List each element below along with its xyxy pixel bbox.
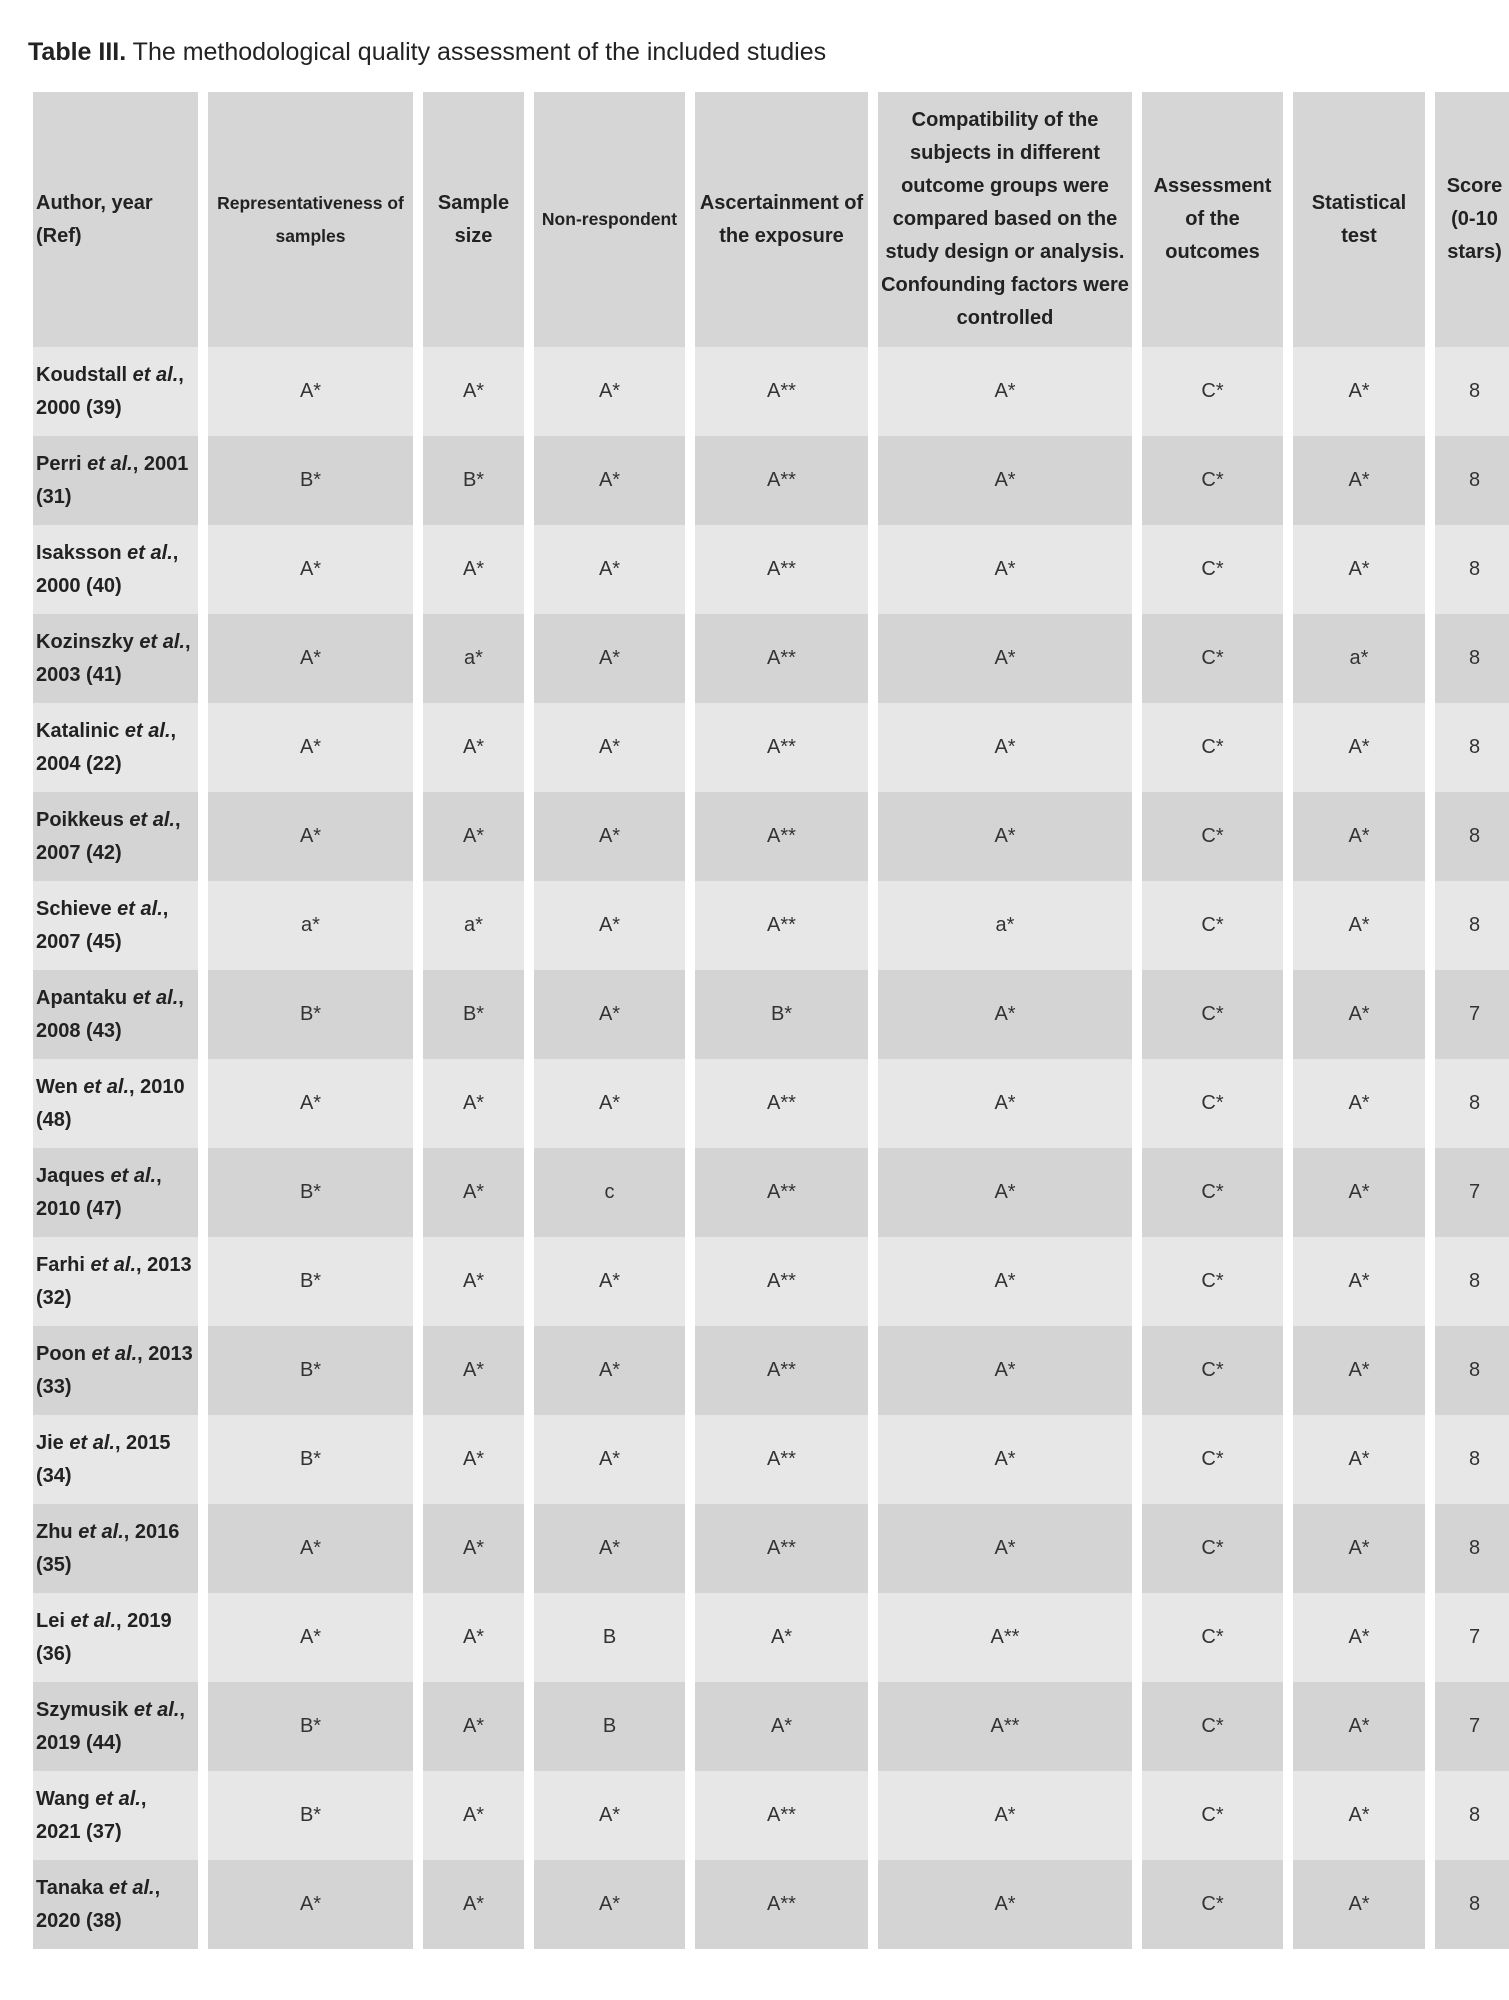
statistical-test-cell: A* — [1293, 1237, 1425, 1326]
sample-size-cell: A* — [423, 1504, 524, 1593]
statistical-test-cell: A* — [1293, 1771, 1425, 1860]
author-pre: Koudstall — [36, 363, 133, 386]
statistical-test-cell: A* — [1293, 881, 1425, 970]
compatibility-cell: A* — [878, 347, 1132, 436]
score-cell: 8 — [1435, 1237, 1509, 1326]
score-cell: 8 — [1435, 1415, 1509, 1504]
ascertainment-cell: A* — [695, 1682, 868, 1771]
author-post: , 2004 (22) — [36, 719, 177, 775]
compatibility-cell: A* — [878, 1860, 1132, 1949]
header-assessment-outcomes: Assessment of the outcomes — [1142, 92, 1283, 347]
author-year-text — [36, 1249, 196, 1315]
representativeness-cell: B* — [208, 1771, 413, 1860]
statistical-test-cell: A* — [1293, 792, 1425, 881]
author-year-text — [36, 715, 196, 781]
representativeness-cell: B* — [208, 1682, 413, 1771]
author-post: , 2010 (47) — [36, 1164, 162, 1220]
author-pre: Katalinic — [36, 719, 125, 742]
assessment-outcomes-cell: C* — [1142, 1148, 1283, 1237]
sample-size-cell: A* — [423, 1326, 524, 1415]
non-respondent-cell: B — [534, 1593, 685, 1682]
compatibility-cell: A* — [878, 1237, 1132, 1326]
non-respondent-cell: A* — [534, 614, 685, 703]
non-respondent-cell: A* — [534, 970, 685, 1059]
representativeness-cell: B* — [208, 1415, 413, 1504]
author-post: , 2013 (33) — [36, 1342, 193, 1398]
ascertainment-cell: A** — [695, 614, 868, 703]
author-etal: et al. — [127, 541, 173, 564]
score-cell: 8 — [1435, 1326, 1509, 1415]
non-respondent-cell: A* — [534, 1059, 685, 1148]
ascertainment-cell: A** — [695, 881, 868, 970]
author-year-cell — [33, 1504, 198, 1593]
representativeness-cell: A* — [208, 1593, 413, 1682]
author-year-text — [36, 893, 196, 959]
author-year-text — [36, 1872, 196, 1938]
author-year-cell — [33, 436, 198, 525]
author-post: , 2019 (36) — [36, 1609, 172, 1665]
author-etal: et al. — [132, 986, 179, 1009]
statistical-test-cell: A* — [1293, 1326, 1425, 1415]
author-pre: Schieve — [36, 897, 118, 920]
ascertainment-cell: A** — [695, 1860, 868, 1949]
compatibility-cell: A* — [878, 1059, 1132, 1148]
author-post: , 2008 (43) — [36, 986, 184, 1042]
author-etal: et al. — [129, 808, 175, 831]
author-post: , 2021 (37) — [36, 1787, 147, 1843]
compatibility-cell: A** — [878, 1682, 1132, 1771]
author-year-cell — [33, 703, 198, 792]
author-year-cell — [33, 614, 198, 703]
sample-size-cell: B* — [423, 436, 524, 525]
author-etal: et al. — [69, 1431, 115, 1454]
author-etal: et al. — [132, 363, 179, 386]
author-post: , 2015 (34) — [36, 1431, 171, 1487]
header-ascertainment: Ascertainment of the exposure — [695, 92, 868, 347]
non-respondent-cell: B — [534, 1682, 685, 1771]
assessment-outcomes-cell: C* — [1142, 1237, 1283, 1326]
score-cell: 7 — [1435, 970, 1509, 1059]
sample-size-cell: A* — [423, 1682, 524, 1771]
non-respondent-cell: A* — [534, 436, 685, 525]
assessment-outcomes-cell: C* — [1142, 1771, 1283, 1860]
compatibility-cell: A* — [878, 1771, 1132, 1860]
compatibility-cell: A* — [878, 970, 1132, 1059]
ascertainment-cell: A** — [695, 1326, 868, 1415]
assessment-outcomes-cell: C* — [1142, 1860, 1283, 1949]
author-year-text — [36, 1516, 196, 1582]
author-post: , 2016 (35) — [36, 1520, 180, 1576]
author-year-cell — [33, 1237, 198, 1326]
non-respondent-cell: A* — [534, 881, 685, 970]
ascertainment-cell: A** — [695, 1771, 868, 1860]
sample-size-cell: a* — [423, 614, 524, 703]
author-pre: Lei — [36, 1609, 71, 1632]
author-pre: Wang — [36, 1787, 96, 1810]
non-respondent-cell: A* — [534, 1237, 685, 1326]
author-pre: Szymusik — [36, 1698, 134, 1721]
table-caption-label: Table III. — [28, 38, 127, 66]
author-year-text — [36, 448, 196, 514]
compatibility-cell: A* — [878, 1504, 1132, 1593]
score-cell: 8 — [1435, 881, 1509, 970]
ascertainment-cell: A** — [695, 525, 868, 614]
author-pre: Tanaka — [36, 1876, 109, 1899]
representativeness-cell: A* — [208, 347, 413, 436]
representativeness-cell: B* — [208, 970, 413, 1059]
ascertainment-cell: A** — [695, 1504, 868, 1593]
statistical-test-cell: A* — [1293, 1682, 1425, 1771]
assessment-outcomes-cell: C* — [1142, 614, 1283, 703]
author-post: , 2007 (42) — [36, 808, 181, 864]
statistical-test-cell: A* — [1293, 1504, 1425, 1593]
header-score: Score (0-10 stars) — [1435, 92, 1509, 347]
ascertainment-cell: A** — [695, 436, 868, 525]
assessment-outcomes-cell: C* — [1142, 1593, 1283, 1682]
header-compatibility: Compatibility of the subjects in different outcome groups were compared based on the study design or analysis. Confounding factors were controlled — [878, 92, 1132, 347]
sample-size-cell: A* — [423, 1059, 524, 1148]
ascertainment-cell: A* — [695, 1593, 868, 1682]
score-cell: 8 — [1435, 1771, 1509, 1860]
author-year-cell — [33, 347, 198, 436]
author-pre: Jie — [36, 1431, 70, 1454]
assessment-outcomes-cell: C* — [1142, 881, 1283, 970]
statistical-test-cell: A* — [1293, 970, 1425, 1059]
compatibility-cell: A** — [878, 1593, 1132, 1682]
author-year-text — [36, 1783, 196, 1849]
author-post: , 2003 (41) — [36, 630, 191, 686]
sample-size-cell: A* — [423, 1148, 524, 1237]
statistical-test-cell: A* — [1293, 436, 1425, 525]
author-pre: Kozinszky — [36, 630, 140, 653]
statistical-test-cell: A* — [1293, 1593, 1425, 1682]
header-author-year: Author, year (Ref) — [33, 92, 198, 347]
author-year-text — [36, 626, 196, 692]
author-year-cell — [33, 1771, 198, 1860]
author-post: , 2000 (39) — [36, 363, 184, 419]
statistical-test-cell: A* — [1293, 1415, 1425, 1504]
representativeness-cell: A* — [208, 525, 413, 614]
non-respondent-cell: A* — [534, 1860, 685, 1949]
author-post: , 2020 (38) — [36, 1876, 161, 1932]
author-etal: et al. — [110, 1164, 157, 1187]
header-representativeness: Representativeness of samples — [208, 92, 413, 347]
non-respondent-cell: A* — [534, 792, 685, 881]
header-sample-size: Sample size — [423, 92, 524, 347]
non-respondent-cell: A* — [534, 1504, 685, 1593]
author-year-text — [36, 1071, 196, 1137]
score-cell: 8 — [1435, 1504, 1509, 1593]
ascertainment-cell: A** — [695, 1237, 868, 1326]
author-pre: Zhu — [36, 1520, 79, 1543]
sample-size-cell: B* — [423, 970, 524, 1059]
score-cell: 7 — [1435, 1682, 1509, 1771]
author-year-text — [36, 1694, 196, 1760]
sample-size-cell: A* — [423, 1415, 524, 1504]
assessment-outcomes-cell: C* — [1142, 1059, 1283, 1148]
ascertainment-cell: B* — [695, 970, 868, 1059]
sample-size-cell: A* — [423, 703, 524, 792]
table-caption — [28, 36, 826, 68]
author-etal: et al. — [109, 1876, 155, 1899]
author-year-cell — [33, 970, 198, 1059]
header-statistical-test: Statistical test — [1293, 92, 1425, 347]
compatibility-cell: A* — [878, 792, 1132, 881]
compatibility-cell: A* — [878, 1326, 1132, 1415]
author-year-cell — [33, 525, 198, 614]
score-cell: 8 — [1435, 792, 1509, 881]
compatibility-cell: A* — [878, 703, 1132, 792]
ascertainment-cell: A** — [695, 703, 868, 792]
compatibility-cell: a* — [878, 881, 1132, 970]
author-year-text — [36, 982, 196, 1048]
score-cell: 7 — [1435, 1148, 1509, 1237]
score-cell: 7 — [1435, 1593, 1509, 1682]
author-pre: Poon — [36, 1342, 92, 1365]
score-cell: 8 — [1435, 436, 1509, 525]
representativeness-cell: A* — [208, 614, 413, 703]
score-cell: 8 — [1435, 1059, 1509, 1148]
author-etal: et al. — [139, 630, 185, 653]
compatibility-cell: A* — [878, 525, 1132, 614]
representativeness-cell: a* — [208, 881, 413, 970]
author-year-text — [36, 1427, 196, 1493]
author-year-cell — [33, 1860, 198, 1949]
assessment-outcomes-cell: C* — [1142, 525, 1283, 614]
assessment-outcomes-cell: C* — [1142, 1326, 1283, 1415]
assessment-outcomes-cell: C* — [1142, 436, 1283, 525]
header-non-respondent: Non-respondent — [534, 92, 685, 347]
author-etal: et al. — [83, 1075, 129, 1098]
author-year-text — [36, 1338, 196, 1404]
author-pre: Apantaku — [36, 986, 133, 1009]
non-respondent-cell: A* — [534, 1326, 685, 1415]
author-etal: et al. — [87, 452, 133, 475]
non-respondent-cell: A* — [534, 525, 685, 614]
author-year-cell — [33, 1415, 198, 1504]
assessment-outcomes-cell: C* — [1142, 1682, 1283, 1771]
assessment-outcomes-cell: C* — [1142, 970, 1283, 1059]
representativeness-cell: A* — [208, 792, 413, 881]
sample-size-cell: A* — [423, 1860, 524, 1949]
score-cell: 8 — [1435, 347, 1509, 436]
non-respondent-cell: A* — [534, 1415, 685, 1504]
sample-size-cell: A* — [423, 1771, 524, 1860]
representativeness-cell: A* — [208, 1059, 413, 1148]
author-pre: Isaksson — [36, 541, 128, 564]
author-pre: Wen — [36, 1075, 84, 1098]
representativeness-cell: B* — [208, 436, 413, 525]
author-post: , 2007 (45) — [36, 897, 169, 953]
quality-assessment-table — [33, 92, 1509, 1949]
author-post: , 2001 (31) — [36, 452, 189, 508]
score-cell: 8 — [1435, 525, 1509, 614]
compatibility-cell: A* — [878, 614, 1132, 703]
author-etal: et al. — [91, 1342, 138, 1365]
score-cell: 8 — [1435, 1860, 1509, 1949]
assessment-outcomes-cell: C* — [1142, 1415, 1283, 1504]
author-pre: Farhi — [36, 1253, 91, 1276]
ascertainment-cell: A** — [695, 792, 868, 881]
author-etal: et al. — [90, 1253, 137, 1276]
representativeness-cell: B* — [208, 1326, 413, 1415]
author-year-text — [36, 804, 196, 870]
sample-size-cell: A* — [423, 347, 524, 436]
author-year-cell — [33, 1148, 198, 1237]
score-cell: 8 — [1435, 614, 1509, 703]
score-cell: 8 — [1435, 703, 1509, 792]
author-year-cell — [33, 1682, 198, 1771]
compatibility-cell: A* — [878, 436, 1132, 525]
author-etal: et al. — [70, 1609, 117, 1632]
author-year-text — [36, 359, 196, 425]
sample-size-cell: A* — [423, 1237, 524, 1326]
author-pre: Poikkeus — [36, 808, 130, 831]
representativeness-cell: A* — [208, 1860, 413, 1949]
assessment-outcomes-cell: C* — [1142, 703, 1283, 792]
representativeness-cell: B* — [208, 1148, 413, 1237]
author-year-text — [36, 1160, 196, 1226]
statistical-test-cell: A* — [1293, 1148, 1425, 1237]
sample-size-cell: A* — [423, 525, 524, 614]
compatibility-cell: A* — [878, 1148, 1132, 1237]
representativeness-cell: B* — [208, 1237, 413, 1326]
author-post: , 2010 (48) — [36, 1075, 185, 1131]
author-year-cell — [33, 1593, 198, 1682]
non-respondent-cell: A* — [534, 1771, 685, 1860]
author-pre: Perri — [36, 452, 88, 475]
ascertainment-cell: A** — [695, 1415, 868, 1504]
author-pre: Jaques — [36, 1164, 111, 1187]
statistical-test-cell: A* — [1293, 703, 1425, 792]
assessment-outcomes-cell: C* — [1142, 347, 1283, 436]
non-respondent-cell: A* — [534, 347, 685, 436]
author-year-cell — [33, 792, 198, 881]
author-year-cell — [33, 1326, 198, 1415]
ascertainment-cell: A** — [695, 347, 868, 436]
author-post: , 2019 (44) — [36, 1698, 185, 1754]
compatibility-cell: A* — [878, 1415, 1132, 1504]
sample-size-cell: A* — [423, 792, 524, 881]
sample-size-cell: A* — [423, 1593, 524, 1682]
ascertainment-cell: A** — [695, 1148, 868, 1237]
table-caption-text: The methodological quality assessment of the included studies — [132, 38, 827, 66]
author-year-cell — [33, 881, 198, 970]
assessment-outcomes-cell: C* — [1142, 792, 1283, 881]
author-etal: et al. — [124, 719, 171, 742]
representativeness-cell: A* — [208, 1504, 413, 1593]
statistical-test-cell: a* — [1293, 614, 1425, 703]
author-etal: et al. — [117, 897, 163, 920]
statistical-test-cell: A* — [1293, 525, 1425, 614]
author-year-text — [36, 1605, 196, 1671]
representativeness-cell: A* — [208, 703, 413, 792]
assessment-outcomes-cell: C* — [1142, 1504, 1283, 1593]
ascertainment-cell: A** — [695, 1059, 868, 1148]
author-post: , 2013 (32) — [36, 1253, 192, 1309]
author-post: , 2000 (40) — [36, 541, 179, 597]
statistical-test-cell: A* — [1293, 1860, 1425, 1949]
author-etal: et al. — [95, 1787, 141, 1810]
author-year-cell — [33, 1059, 198, 1148]
non-respondent-cell: c — [534, 1148, 685, 1237]
statistical-test-cell: A* — [1293, 1059, 1425, 1148]
author-etal: et al. — [133, 1698, 180, 1721]
author-year-text — [36, 537, 196, 603]
statistical-test-cell: A* — [1293, 347, 1425, 436]
sample-size-cell: a* — [423, 881, 524, 970]
author-etal: et al. — [78, 1520, 124, 1543]
non-respondent-cell: A* — [534, 703, 685, 792]
